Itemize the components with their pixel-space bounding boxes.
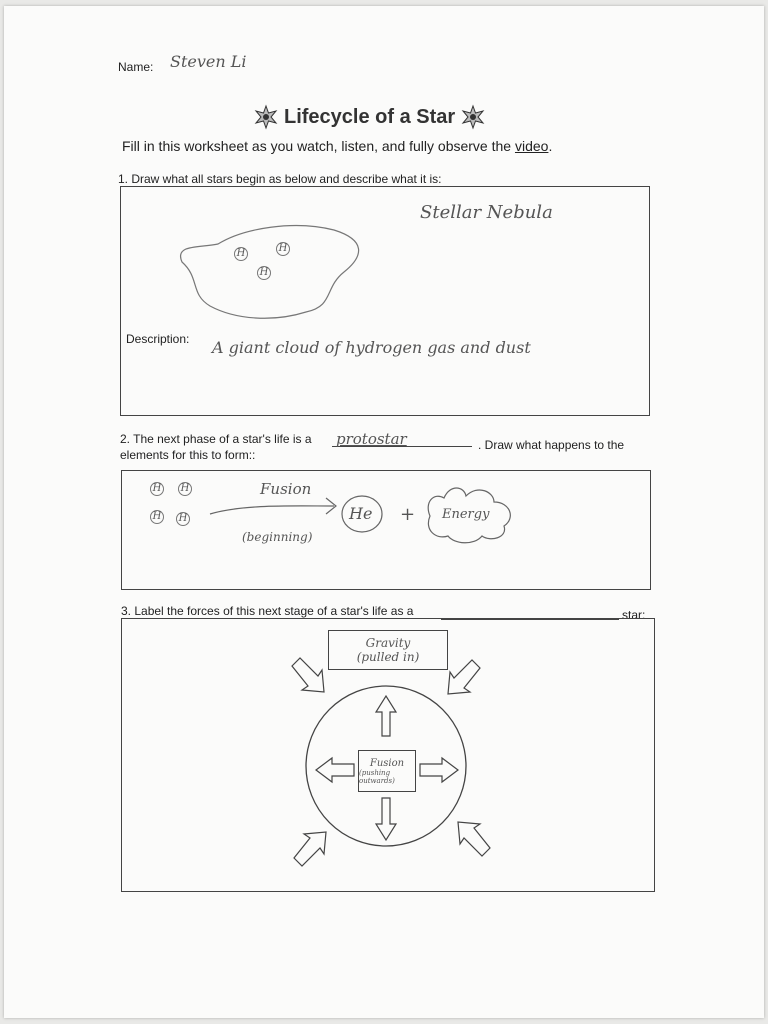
fusion-label-line2: (pushing outwards) (359, 768, 395, 785)
intro-main: Fill in this worksheet as you watch, listen, and fully observe the (122, 138, 515, 154)
gravity-arrow-bottom-right (458, 822, 490, 856)
q2-fusion-label: Fusion (260, 480, 312, 498)
fusion-label-line1: Fusion (369, 757, 405, 769)
q2-atom-1: H (150, 482, 164, 496)
fusion-arrow-up (376, 696, 396, 736)
q2-atom-2: H (178, 482, 192, 496)
q2-answer: protostar (336, 430, 407, 448)
q3-forces-diagram (4, 6, 764, 1018)
q1-description-label: Description: (126, 332, 190, 346)
q2-atom-3: H (150, 510, 164, 524)
fusion-arrow-right (420, 758, 458, 782)
fusion-arrow-down (376, 798, 396, 840)
gravity-label-line1: Gravity (365, 636, 411, 650)
gravity-label-line2: (pulled in) (356, 650, 420, 664)
q1-answer-label: Stellar Nebula (420, 202, 553, 223)
gravity-arrow-bottom-left (294, 832, 326, 866)
q2-prompt-line2: elements for this to form:: (120, 448, 256, 462)
q2-helium-label: He (349, 504, 373, 523)
name-label: Name: (118, 60, 154, 74)
fusion-label-box (358, 750, 416, 792)
q3-prompt-start: 3. Label the forces of this next stage of a star's life as a (121, 604, 414, 618)
q2-prompt-end: . Draw what happens to the (478, 438, 625, 452)
q2-prompt-start: 2. The next phase of a star's life is a (120, 432, 312, 446)
q2-atom-4: H (176, 512, 190, 526)
title-text: Lifecycle of a Star (284, 105, 456, 128)
q2-energy-label: Energy (442, 507, 490, 522)
name-value: Steven Li (170, 52, 247, 71)
gravity-arrow-top-right (448, 660, 480, 694)
video-link[interactable]: video (514, 138, 549, 154)
gravity-arrow-top-left (292, 658, 324, 692)
intro-end: . (548, 138, 553, 154)
q1-atom-2: H (276, 242, 290, 256)
worksheet-page (4, 6, 764, 1018)
q3-prompt-end: star: (622, 608, 646, 622)
q1-prompt: 1. Draw what all stars begin as below and describe what it is: (118, 172, 442, 186)
q1-description-value: A giant cloud of hydrogen gas and dust (212, 338, 531, 357)
q1-atom-1: H (234, 247, 248, 261)
q2-beginning-label: (beginning) (242, 530, 313, 544)
q2-plus-sign: + (400, 504, 416, 525)
q1-atom-3: H (257, 266, 271, 280)
fusion-arrow-left (316, 758, 354, 782)
